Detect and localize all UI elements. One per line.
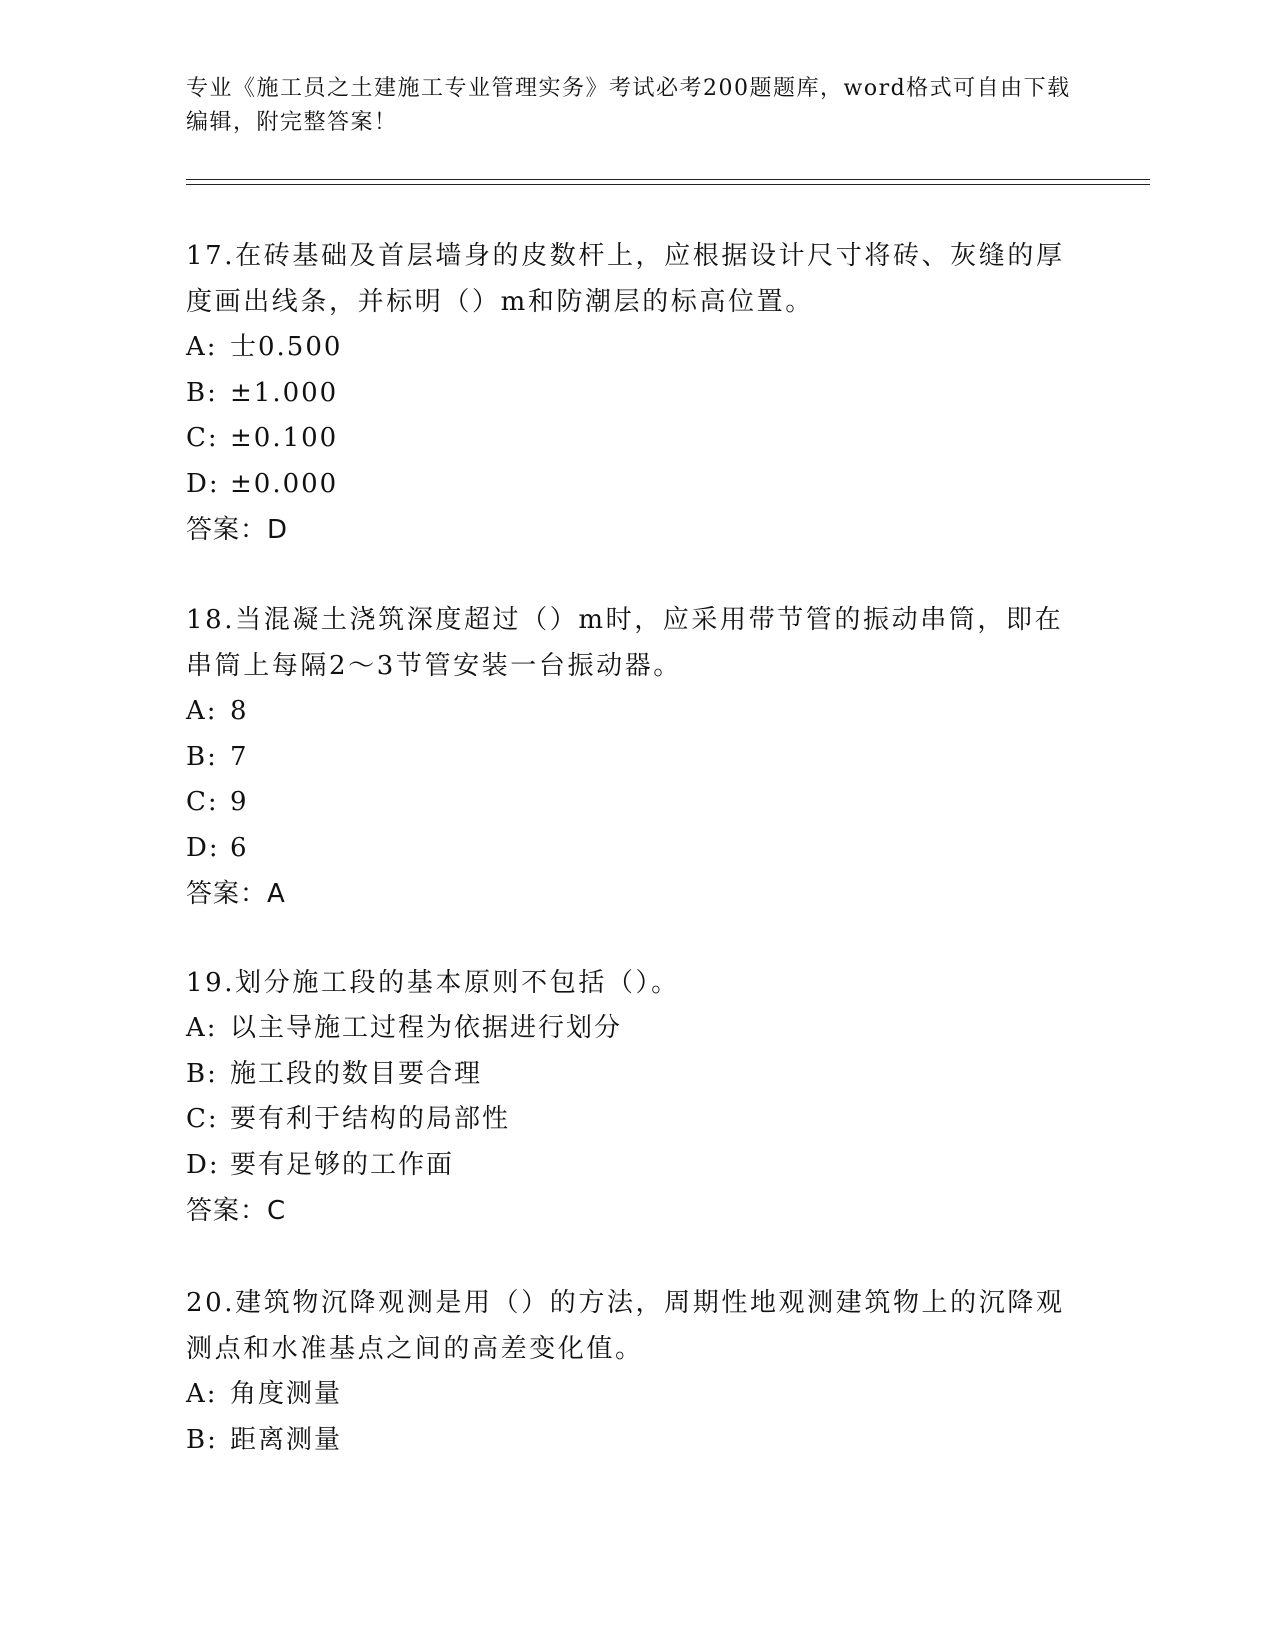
option-a (186, 1006, 1086, 1052)
option-letter: B: (186, 377, 218, 408)
option-text: 7 (230, 741, 249, 772)
question-20 (186, 1280, 1086, 1463)
option-c (186, 416, 1086, 462)
option-letter: A: (186, 1379, 218, 1409)
option-a (186, 1372, 1086, 1418)
option-text: 施工段的数目要合理 (230, 1058, 483, 1089)
question-17 (186, 233, 1086, 553)
option-b (186, 371, 1086, 417)
option-letter: C: (186, 1104, 219, 1134)
option-text: 要有足够的工作面 (230, 1149, 455, 1180)
option-text: 8 (230, 696, 249, 726)
question-stem: 20.建筑物沉降观测是用（）的方法，周期性地观测建筑物上的沉降观测点和水准基点之间的高差变化值。 (186, 1288, 1065, 1364)
option-a (186, 325, 1086, 371)
question-19 (186, 960, 1086, 1234)
option-text: 9 (230, 787, 249, 817)
option-b (186, 1052, 1086, 1098)
option-d (186, 462, 1086, 508)
option-letter: A: (186, 1013, 218, 1043)
option-text: 要有利于结构的局部性 (230, 1104, 511, 1134)
question-18 (186, 597, 1086, 917)
header-divider-top (186, 179, 1150, 180)
option-c (186, 780, 1086, 826)
question-stem: 18.当混凝土浇筑深度超过（）m时，应采用带节管的振动串筒，即在串筒上每隔2～3节管安装一台振动器。 (186, 605, 1064, 681)
option-letter: C: (186, 787, 219, 817)
option-letter: D: (186, 468, 220, 499)
option-text: 以主导施工过程为依据进行划分 (230, 1013, 623, 1043)
option-letter: D: (186, 832, 220, 863)
option-a (186, 689, 1086, 735)
option-letter: C: (186, 423, 219, 453)
option-text: 距离测量 (230, 1424, 343, 1455)
answer-line: 答案：D (186, 515, 289, 545)
document-header: 专业《施工员之土建施工专业管理实务》考试必考200题题库，word格式可自由下载编辑，附完整答案！ (186, 76, 1071, 135)
option-text: 角度测量 (230, 1379, 343, 1409)
option-letter: D: (186, 1149, 220, 1180)
option-text: ±1.000 (230, 377, 339, 408)
option-d (186, 826, 1086, 872)
option-text: ±0.000 (230, 468, 339, 499)
question-stem: 17.在砖基础及首层墙身的皮数杆上，应根据设计尺寸将砖、灰缝的厚度画出线条，并标明（）m和防潮层的标高位置。 (186, 241, 1065, 317)
header-divider-bottom (186, 184, 1150, 185)
option-text: 6 (230, 832, 249, 863)
option-letter: B: (186, 1058, 218, 1089)
option-letter: B: (186, 1424, 218, 1455)
option-letter: B: (186, 741, 218, 772)
option-c (186, 1097, 1086, 1143)
option-b (186, 1418, 1086, 1464)
option-d (186, 1143, 1086, 1189)
option-text: 士0.500 (230, 332, 343, 362)
question-stem: 19.划分施工段的基本原则不包括（）。 (186, 968, 680, 998)
option-letter: A: (186, 696, 218, 726)
answer-line: 答案：A (186, 879, 286, 909)
answer-line: 答案：C (186, 1196, 287, 1226)
option-b (186, 735, 1086, 781)
option-letter: A: (186, 332, 218, 362)
option-text: ±0.100 (230, 423, 339, 453)
